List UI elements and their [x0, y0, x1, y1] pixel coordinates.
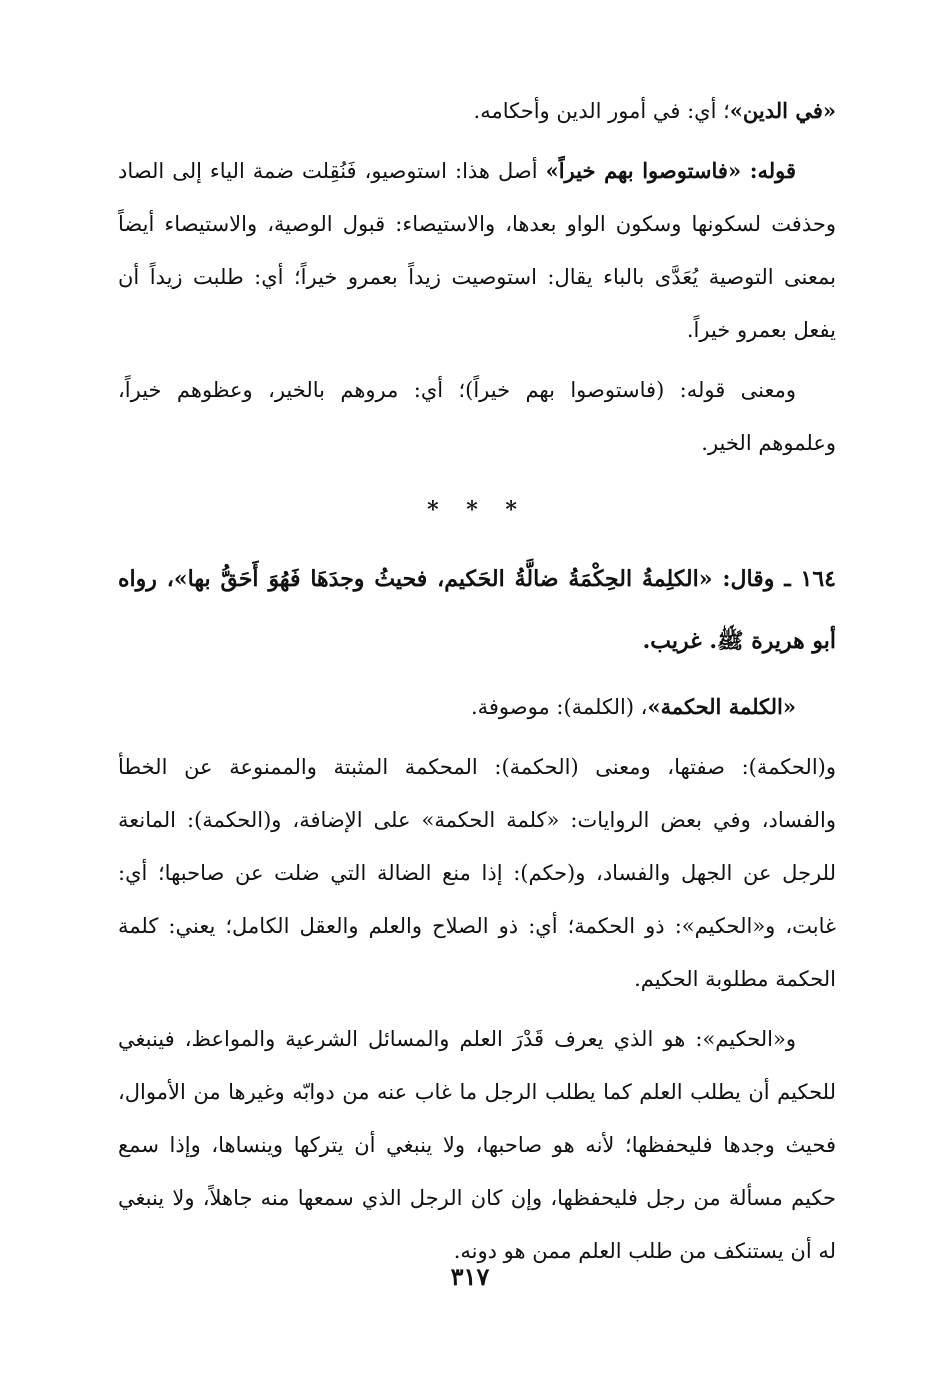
- section-separator: * * *: [427, 497, 527, 523]
- paragraph-text: و«الحكيم»: هو الذي يعرف قَدْرَ العلم والمسائل الشرعية والمواعظ، فينبغي للحكيم أن يطلب العلم كما يطلب الرجل ما غاب عنه من دوابّه وغيرها من الأموال، فحيث وجدها فليحفظها؛ لأنه هو صاحبها، ولا ينبغي أن يتركها وينساها، وإذا سمع حكيم مسألة من رجل فليحفظها، وإن كان الرجل الذي سمعها منه جاهلاً، ولا ينبغي له أن يستنكف من طلب العلم ممن هو دونه.: [118, 1027, 836, 1263]
- paragraph-lead: قوله: «فاستوصوا بهم خيراً»: [545, 158, 797, 183]
- page-number: ٣١٧: [450, 1262, 490, 1291]
- paragraph-text: ومعنى قوله: (فاستوصوا بهم خيراً)؛ أي: مروهم بالخير، وعظوهم خيراً، وعلموهم الخير.: [118, 378, 836, 455]
- paragraph-kalima: [118, 680, 836, 734]
- paragraph-lead: «الكلمة الحكمة»: [647, 694, 796, 719]
- paragraph-lead: «في الدين»: [729, 98, 836, 123]
- hadith-164: ١٦٤ ـ وقال: «الكلِمةُ الحِكْمَةُ ضالَّةُ الحَكيم، فحيثُ وجدَهَا فَهُوَ أَحَقُّ بها»، رواه أبو هريرة ﷺ. غريب.: [118, 566, 836, 654]
- page-body: [118, 84, 836, 1284]
- paragraph-istawsu: [118, 144, 836, 357]
- paragraph-hikma: [118, 740, 836, 1006]
- paragraph-text: و(الحكمة): صفتها، ومعنى (الحكمة): المحكمة المثبتة والممنوعة عن الخطأ والفساد، وفي بعض الروايات: «كلمة الحكمة» على الإضافة، و(الحكمة): المانعة للرجل عن الجهل والفساد، و(حكم): إذا منع الضالة التي ضلت عن صاحبها؛ أي: غابت، و«الحكيم»: ذو الحكمة؛ أي: ذو الصلاح والعلم والعقل الكامل؛ يعني: كلمة الحكمة مطلوبة الحكيم.: [118, 755, 836, 991]
- paragraph-text: ، (الكلمة): موصوفة.: [470, 695, 648, 719]
- paragraph-fi-al-din: [118, 84, 836, 138]
- paragraph-meaning: [118, 363, 836, 470]
- paragraph-hakim: [118, 1012, 836, 1278]
- paragraph-text: ؛ أي: في أمور الدين وأحكامه.: [473, 99, 730, 123]
- paragraph-text: أصل هذا: استوصيو، فَنُقِلت ضمة الياء إلى الصاد وحذفت لسكونها وسكون الواو بعدها، والاستيصاء: قبول الوصية، والاستيصاء أيضاً بمعنى التوصية يُعَدَّى بالباء يقال: استوصيت زيداً بعمرو خيراً؛ أي: طلبت زيداً أن يفعل بعمرو خيراً.: [118, 159, 836, 342]
